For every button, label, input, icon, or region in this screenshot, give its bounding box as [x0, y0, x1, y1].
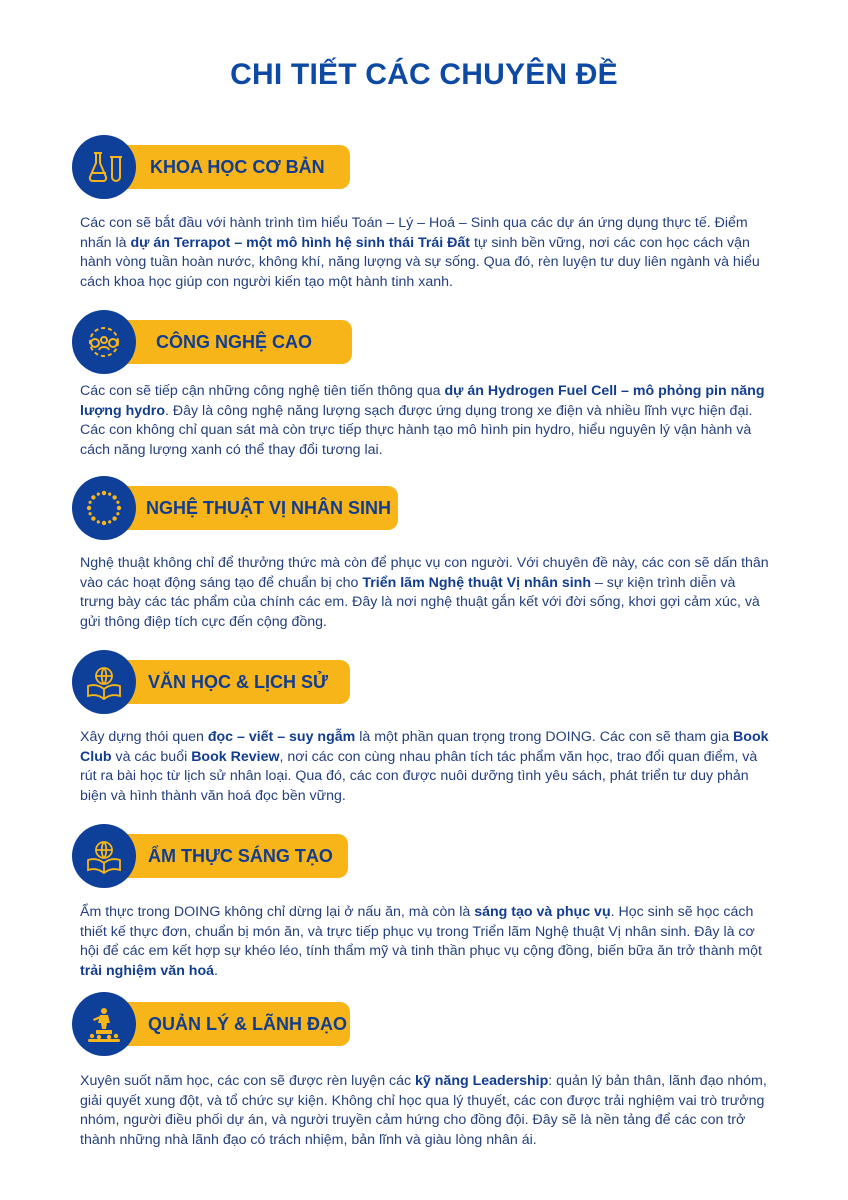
- section-paragraph: [80, 903, 770, 981]
- section-paragraph: [80, 554, 770, 632]
- paragraph-text: tự sinh bền vững, nơi các con học cách vận hành vòng tuần hoàn nước, không khí, năng lượng và sự sống. Qua đó, rèn luyện tư duy liên ngành và hiểu cách khoa học giúp con người kiến tạo một hành tinh xanh.: [80, 234, 760, 290]
- gears-technology-icon: [72, 310, 136, 374]
- people-circle-icon: [72, 476, 136, 540]
- emphasis-text: dự án Hydrogen Fuel Cell – mô phỏng pin năng lượng hydro: [80, 383, 765, 419]
- paragraph-text: . Học sinh sẽ học cách thiết kế thực đơn, chuẩn bị món ăn, và trực tiếp phục vụ trong Triển lãm Nghệ thuật Vị nhân sinh. Đây là cơ hội để các em kết hợp sự khéo léo, tính thẩm mỹ và tinh thần phục vụ cộng đồng, biến bữa ăn trở thành một: [80, 904, 762, 959]
- section-banner: [100, 834, 348, 878]
- section-paragraph: [80, 728, 770, 806]
- section-heading: ẨM THỰC SÁNG TẠO: [148, 845, 333, 866]
- section-heading: KHOA HỌC CƠ BẢN: [150, 156, 325, 177]
- section-banner: [100, 320, 352, 364]
- emphasis-text: Book Review: [191, 748, 280, 765]
- section-banner: [100, 145, 350, 189]
- paragraph-text: . Đây là công nghệ năng lượng sạch được ứng dụng trong xe điện và nhiều lĩnh vực hiện đại. Các con không chỉ quan sát mà còn trực tiếp thực hành tạo mô hình pin hydro, hiểu nguyên lý vận hành và cách năng lượng xanh có thể thay đổi tương lai.: [80, 402, 753, 458]
- paragraph-text: là một phần quan trọng trong DOING. Các con sẽ tham gia: [355, 729, 734, 745]
- section-heading: VĂN HỌC & LỊCH SỬ: [148, 671, 328, 692]
- section-heading: CÔNG NGHỆ CAO: [156, 331, 313, 352]
- paragraph-text: và các buổi: [111, 748, 192, 765]
- page-title: CHI TIẾT CÁC CHUYÊN ĐỀ: [230, 58, 618, 91]
- paragraph-text: , nơi các con cùng nhau phân tích tác phẩm văn học, trao đổi quan điểm, và rút ra bài học từ lịch sử nhân loại. Qua đó, các con được nuôi dưỡng tình yêu sách, phát triển tư duy phản biện và hình thành văn hoá đọc bền vững.: [80, 748, 758, 804]
- open-book-globe-icon: [72, 650, 136, 714]
- emphasis-text: dự án Terrapot – một mô hình hệ sinh thái Trái Đất: [130, 234, 471, 251]
- section-paragraph: [80, 1072, 770, 1150]
- paragraph-text: Ẩm thực trong DOING không chỉ dừng lại ở nấu ăn, mà còn là: [80, 904, 475, 920]
- emphasis-text: đọc – viết – suy ngẫm: [207, 729, 356, 745]
- paragraph-text: : quản lý bản thân, lãnh đạo nhóm, giải quyết xung đột, và tổ chức sự kiện. Không chỉ học qua lý thuyết, các con được trải nghiệm vai trò trưởng nhóm, người điều phối dự án, và người truyền cảm hứng cho đồng đội. Đây sẽ là nền tảng để các con trở thành những nhà lãnh đạo có trách nhiệm, bản lĩnh và giàu lòng nhân ái.: [80, 1073, 767, 1148]
- emphasis-text: kỹ năng Leadership: [415, 1073, 549, 1089]
- emphasis-text: Book Club: [80, 729, 769, 765]
- leader-podium-icon: [72, 992, 136, 1056]
- emphasis-text: Triển lãm Nghệ thuật Vị nhân sinh: [362, 574, 591, 591]
- paragraph-text: Xây dựng thói quen: [80, 729, 208, 745]
- section-banner: [100, 660, 350, 704]
- section-heading: QUẢN LÝ & LÃNH ĐẠO: [148, 1013, 347, 1034]
- lab-flask-icon: [72, 135, 136, 199]
- section-paragraph: [80, 214, 770, 292]
- paragraph-text: Nghệ thuật không chỉ để thưởng thức mà còn để phục vụ con người. Với chuyên đề này, các con sẽ dấn thân vào các hoạt động sáng tạo để chuẩn bị cho: [80, 555, 769, 591]
- section-banner: [100, 486, 398, 530]
- section-heading: NGHỆ THUẬT VỊ NHÂN SINH: [146, 497, 392, 518]
- paragraph-text: – sự kiện trình diễn và trưng bày các tác phẩm của chính các em. Đây là nơi nghệ thuật gắn kết với đời sống, khơi gợi cảm xúc, và gửi thông điệp tích cực đến cộng đồng.: [80, 574, 760, 630]
- paragraph-text: Các con sẽ tiếp cận những công nghệ tiên tiến thông qua: [80, 383, 445, 399]
- emphasis-text: trải nghiệm văn hoá: [80, 962, 215, 979]
- emphasis-text: sáng tạo và phục vụ: [474, 904, 611, 920]
- paragraph-text: .: [214, 962, 218, 979]
- paragraph-text: Xuyên suốt năm học, các con sẽ được rèn luyện các: [80, 1073, 416, 1089]
- open-book-globe-icon: [72, 824, 136, 888]
- section-paragraph: [80, 382, 770, 460]
- section-banner: [100, 1002, 350, 1046]
- paragraph-text: Các con sẽ bắt đầu với hành trình tìm hiểu Toán – Lý – Hoá – Sinh qua các dự án ứng dụng thực tế. Điểm nhấn là: [80, 215, 748, 251]
